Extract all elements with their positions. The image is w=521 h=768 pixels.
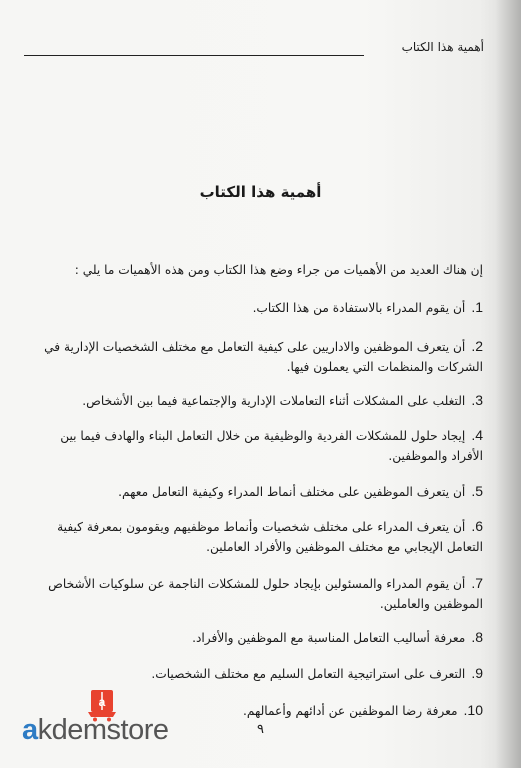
list-item [43,516,483,557]
item-number: 4. [471,427,483,443]
page-edge-shadow [495,0,521,768]
item-text: معرفة أساليب التعامل المناسبة مع الموظفين والأفراد. [192,631,466,645]
logo-rest: kdemstore [37,714,169,746]
item-text: أن يتعرف الموظفين والاداريين على كيفية التعامل مع مختلف الشخصيات الإدارية في الشركات والمنظمات التي يعملون فيها. [44,340,483,374]
running-header [24,40,494,60]
list-item [43,425,483,466]
item-number: 3. [471,392,483,408]
item-number: 1. [471,299,483,315]
item-number: 8. [471,629,483,645]
svg-text:a: a [98,695,106,709]
list-item [43,481,483,502]
section-title: أهمية هذا الكتاب [199,183,322,201]
item-text: أن يتعرف الموظفين على مختلف أنماط المدراء وكيفية التعامل معهم. [118,485,466,499]
item-number: 7. [471,575,483,591]
item-number: 10. [463,702,483,718]
list-item [43,627,483,648]
header-rule [24,55,364,56]
item-number: 2. [471,338,483,354]
logo-prefix: a [22,714,38,746]
list-item [43,663,483,684]
intro-paragraph: إن هناك العديد من الأهميات من جراء وضع هذا الكتاب ومن هذه الأهميات ما يلي : [74,263,483,277]
list-item [43,573,483,614]
item-number: 9. [471,665,483,681]
list-item [43,390,483,411]
page-number: ٩ [257,722,264,737]
item-number: 6. [471,518,483,534]
item-number: 5. [471,483,483,499]
logo-wordmark [22,714,169,747]
list-item [43,336,483,377]
item-text: التغلب على المشكلات أثناء التعاملات الإدارية والإجتماعية فيما بين الأشخاص. [82,394,466,408]
item-text: التعرف على استراتيجية التعامل السليم مع مختلف الشخصيات. [151,667,466,681]
item-text: أن يتعرف المدراء على مختلف شخصيات وأنماط موظفيهم ويقومون بمعرفة كيفية التعامل الإيجابي مع مختلف الموظفين والأفراد العاملين. [57,520,483,554]
running-header-title: أهمية هذا الكتاب [401,40,484,54]
item-text: أن يقوم المدراء بالاستفادة من هذا الكتاب. [252,301,466,315]
item-text: أن يقوم المدراء والمسئولين بإيجاد حلول للمشكلات الناجمة عن سلوكيات الأشخاص الموظفين والعاملين. [48,577,483,611]
list-item [43,297,483,318]
item-text: معرفة رضا الموظفين عن أدائهم وأعمالهم. [242,704,458,718]
akdemstore-logo [22,686,217,746]
item-text: إيجاد حلول للمشكلات الفردية والوظيفية من خلال التعامل البناء والهادف فيما بين الأفراد والموظفين. [60,429,483,463]
